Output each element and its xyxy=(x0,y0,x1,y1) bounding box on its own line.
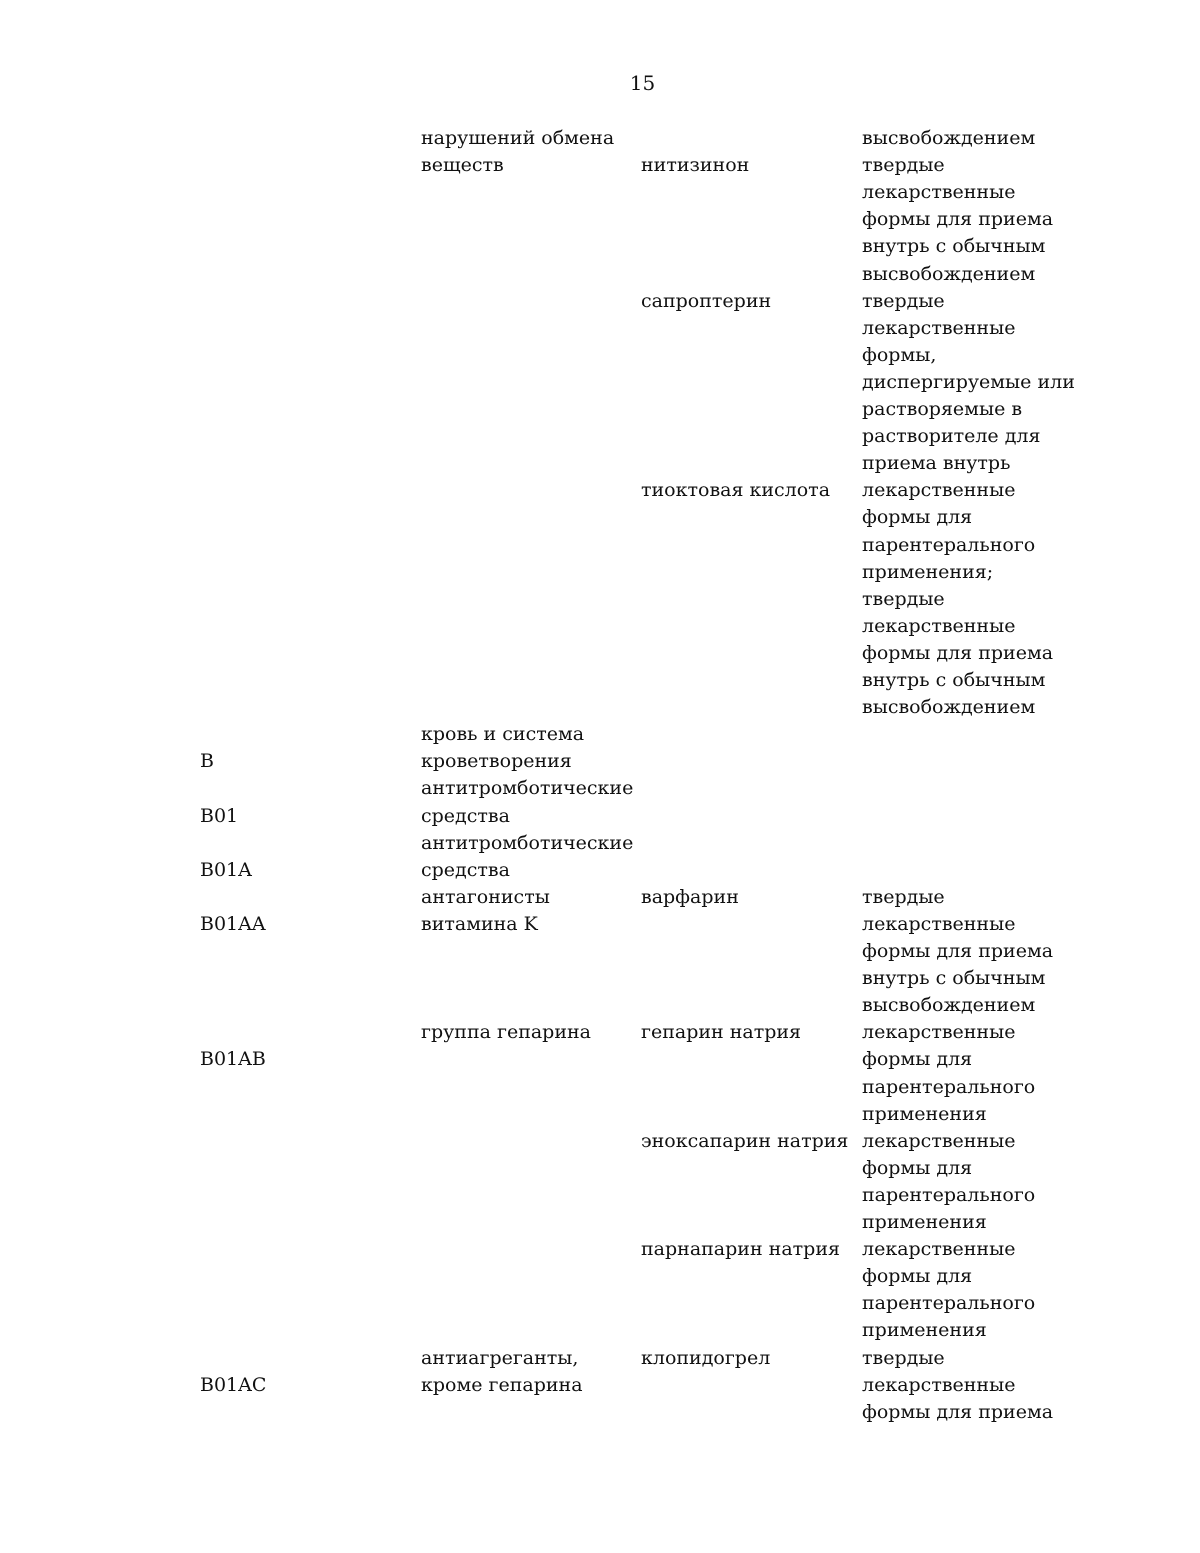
page-number: 15 xyxy=(629,71,656,95)
sapropterin-form-7: приема внутрь xyxy=(862,452,1011,475)
nitizinon-form-5: высвобождением xyxy=(862,262,1036,285)
B01AA-name-1: антагонисты xyxy=(421,885,550,908)
thioctic-form-5: твердые xyxy=(862,587,945,610)
sapropterin-form-5: растворяемые в xyxy=(862,398,1023,420)
clopidogrel-drug: клопидогрел xyxy=(641,1346,771,1369)
warfarin-drug: варфарин xyxy=(641,885,739,908)
B01AC-code: B01AC xyxy=(200,1373,267,1396)
r0-name-2: веществ xyxy=(421,154,504,177)
warfarin-form-2: лекарственные xyxy=(862,912,1016,935)
thioctic-drug: тиоктовая кислота xyxy=(641,479,831,502)
sapropterin-form-4: диспергируемые или xyxy=(862,370,1075,393)
B-name-2: кроветворения xyxy=(421,750,572,773)
enoxaparin-form-4: применения xyxy=(862,1211,987,1233)
B-code: B xyxy=(200,750,214,773)
B01AA-code: B01AA xyxy=(200,912,266,935)
warfarin-form-4: внутрь с обычным xyxy=(862,967,1046,990)
nitizinon-form-1: твердые xyxy=(862,154,945,177)
sapropterin-form-6: растворителе для xyxy=(862,425,1041,448)
clopidogrel-form-1: твердые xyxy=(862,1346,945,1369)
B01AB-name-1: группа гепарина xyxy=(421,1021,591,1044)
thioctic-form-8: внутрь с обычным xyxy=(862,669,1046,691)
warfarin-form-1: твердые xyxy=(862,885,945,908)
nitizinon-form-2: лекарственные xyxy=(862,181,1016,204)
heparin-drug: гепарин натрия xyxy=(641,1021,802,1044)
B01A-name-1: антитромботические xyxy=(421,831,634,854)
B01AB-code: B01AB xyxy=(200,1048,266,1071)
parnaparin-drug: парнапарин натрия xyxy=(641,1238,840,1261)
thioctic-form-3: парентерального xyxy=(862,533,1036,556)
nitizinon-drug: нитизинон xyxy=(641,154,750,177)
parnaparin-form-2: формы для xyxy=(862,1265,973,1288)
nitizinon-form-4: внутрь с обычным xyxy=(862,235,1046,258)
B01AA-name-2: витамина K xyxy=(421,912,538,935)
clopidogrel-form-3: формы для приема xyxy=(862,1400,1054,1423)
warfarin-form-5: высвобождением xyxy=(862,994,1036,1017)
B01-code: B01 xyxy=(200,804,239,827)
thioctic-form-2: формы для xyxy=(862,506,973,529)
B01A-code: B01A xyxy=(200,858,252,881)
B-name-1: кровь и система xyxy=(421,723,585,746)
r0-form-tail: высвобождением xyxy=(862,127,1036,149)
clopidogrel-form-2: лекарственные xyxy=(862,1373,1016,1396)
thioctic-form-6: лекарственные xyxy=(862,614,1016,637)
B01AC-name-2: кроме гепарина xyxy=(421,1373,583,1396)
sapropterin-form-1: твердые xyxy=(862,289,945,312)
enoxaparin-form-3: парентерального xyxy=(862,1183,1036,1206)
parnaparin-form-1: лекарственные xyxy=(862,1238,1016,1261)
warfarin-form-3: формы для приема xyxy=(862,940,1054,962)
thioctic-form-1: лекарственные xyxy=(862,479,1016,502)
r0-name-1: нарушений обмена xyxy=(421,127,615,149)
enoxaparin-form-1: лекарственные xyxy=(862,1129,1016,1152)
heparin-form-3: парентерального xyxy=(862,1075,1036,1098)
heparin-form-2: формы для xyxy=(862,1048,973,1071)
heparin-form-4: применения xyxy=(862,1102,987,1125)
B01A-name-2: средства xyxy=(421,858,510,881)
sapropterin-form-2: лекарственные xyxy=(862,316,1016,339)
enoxaparin-drug: эноксапарин натрия xyxy=(641,1129,849,1152)
parnaparin-form-3: парентерального xyxy=(862,1292,1036,1315)
nitizinon-form-3: формы для приема xyxy=(862,208,1054,231)
sapropterin-drug: сапроптерин xyxy=(641,289,772,312)
heparin-form-1: лекарственные xyxy=(862,1021,1016,1044)
parnaparin-form-4: применения xyxy=(862,1319,987,1342)
enoxaparin-form-2: формы для xyxy=(862,1156,973,1179)
thioctic-form-9: высвобождением xyxy=(862,696,1036,719)
thioctic-form-7: формы для приема xyxy=(862,641,1054,664)
B01-name-1: антитромботические xyxy=(421,777,634,800)
thioctic-form-4: применения; xyxy=(862,560,994,583)
sapropterin-form-3: формы, xyxy=(862,343,937,366)
B01AC-name-1: антиагреганты, xyxy=(421,1346,579,1369)
B01-name-2: средства xyxy=(421,804,510,827)
